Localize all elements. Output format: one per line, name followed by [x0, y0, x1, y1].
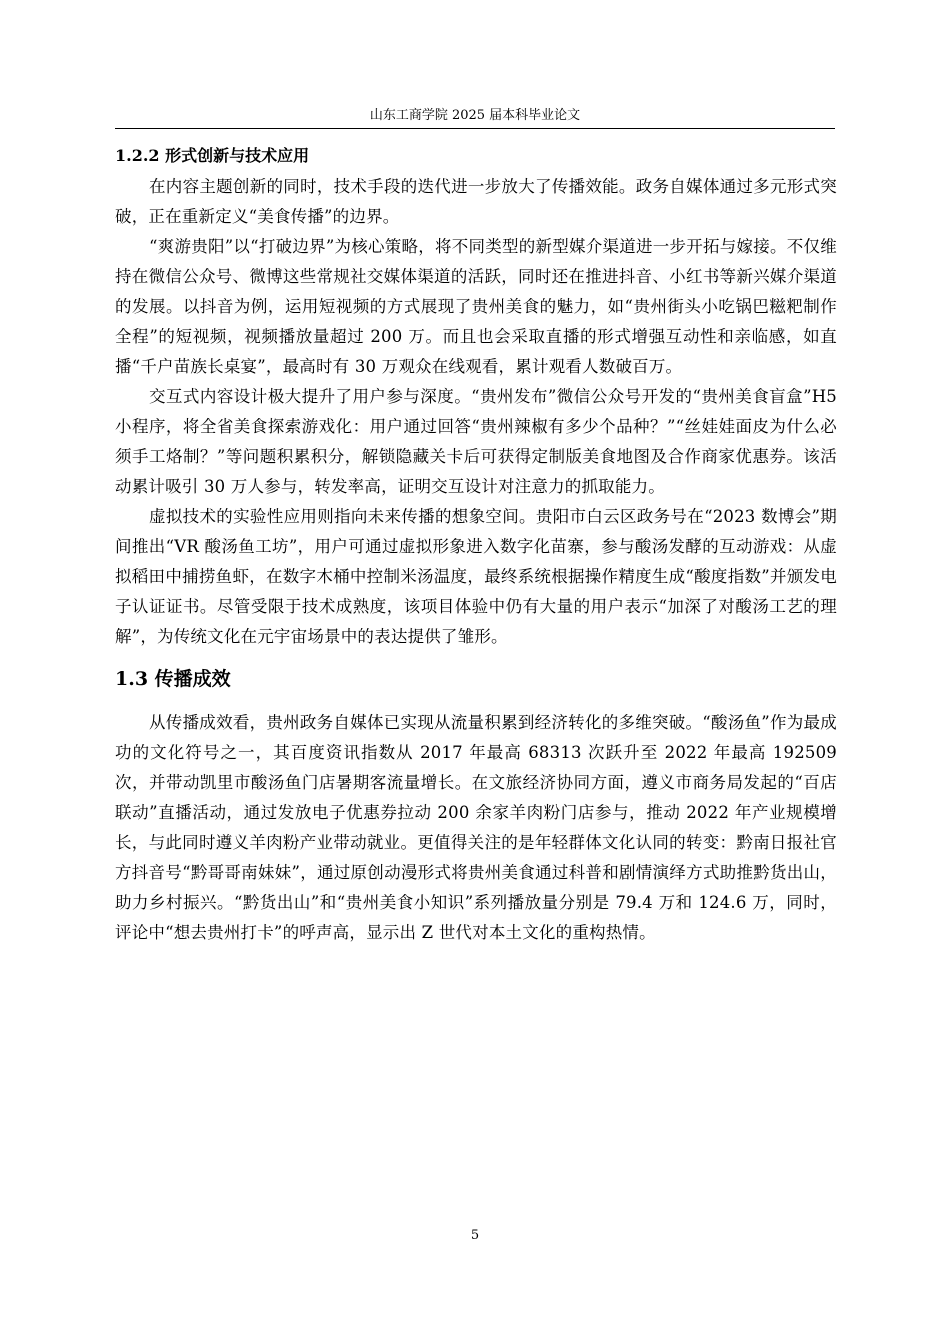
section-heading-1-3: 1.3 传播成效: [115, 668, 231, 690]
paragraph: 在内容主题创新的同时，技术手段的迭代进一步放大了传播效能。政务自媒体通过多元形式突破，正在重新定义“美食传播”的边界。: [115, 177, 837, 226]
header-divider: [115, 128, 835, 129]
running-header: 山东工商学院 2025 届本科毕业论文: [369, 108, 581, 123]
page-body: [115, 142, 837, 948]
section-heading-1-2-2: 1.2.2 形式创新与技术应用: [115, 146, 310, 165]
paragraph: “爽游贵阳”以“打破边界”为核心策略，将不同类型的新型媒介渠道进一步开拓与嫁接。不仅维持在微信公众号、微博这些常规社交媒体渠道的活跃，同时还在推进抖音、小红书等新兴媒介渠道的发展。以抖音为例，运用短视频的方式展现了贵州美食的魅力，如“贵州街头小吃锅巴糍粑制作全程”的短视频，视频播放量超过 200 万。而且也会采取直播的形式增强互动性和亲临感，如直播“千户苗族长桌宴”，最高时有 30 万观众在线观看，累计观看人数破百万。: [115, 237, 837, 376]
page-number: 5: [470, 1228, 480, 1243]
paragraph: 从传播成效看，贵州政务自媒体已实现从流量积累到经济转化的多维突破。“酸汤鱼”作为最成功的文化符号之一，其百度资讯指数从 2017 年最高 68313 次跃升至 2022 年最高 192509 次，并带动凯里市酸汤鱼门店暑期客流量增长。在文旅经济协同方面，遵义市商务局发起的“百店联动”直播活动，通过发放电子优惠券拉动 200 余家羊肉粉门店参与，推动 2022 年产业规模增长，与此同时遵义羊肉粉产业带动就业。更值得关注的是年轻群体文化认同的转变：黔南日报社官方抖音号“黔哥哥南妹妹”，通过原创动漫形式将贵州美食通过科普和剧情演绎方式助推黔货出山，助力乡村振兴。“黔货出山”和“贵州美食小知识”系列播放量分别是 79.4 万和 124.6 万，同时，评论中“想去贵州打卡”的呼声高，显示出 Z 世代对本土文化的重构热情。: [115, 713, 837, 942]
paragraph: 虚拟技术的实验性应用则指向未来传播的想象空间。贵阳市白云区政务号在“2023 数博会”期间推出“VR 酸汤鱼工坊”，用户可通过虚拟形象进入数字化苗寨，参与酸汤发酵的互动游戏：从虚拟稻田中捕捞鱼虾，在数字木桶中控制米汤温度，最终系统根据操作精度生成“酸度指数”并颁发电子认证证书。尽管受限于技术成熟度，该项目体验中仍有大量的用户表示“加深了对酸汤工艺的理解”，为传统文化在元宇宙场景中的表达提供了雏形。: [115, 507, 837, 646]
paragraph: 交互式内容设计极大提升了用户参与深度。“贵州发布”微信公众号开发的“贵州美食盲盒”H5 小程序，将全省美食探索游戏化：用户通过回答“贵州辣椒有多少个品种？”“丝娃娃面皮为什么必须手工烙制？”等问题积累积分，解锁隐藏关卡后可获得定制版美食地图及合作商家优惠券。该活动累计吸引 30 万人参与，转发率高，证明交互设计对注意力的抓取能力。: [115, 387, 837, 496]
